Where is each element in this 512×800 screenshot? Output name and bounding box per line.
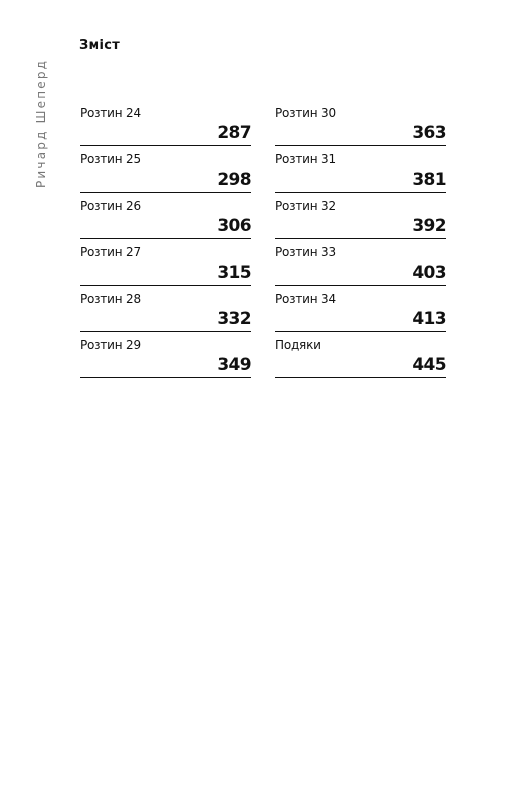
toc-entry-label: Розтин 32 [275,198,336,213]
toc-entry-label: Розтин 30 [275,106,336,120]
toc-column-left [80,100,251,378]
toc-entry-page: 445 [412,355,446,376]
toc-entry[interactable] [80,100,251,146]
toc-entry-page: 332 [217,308,251,329]
toc-entry-page: 413 [412,308,446,329]
toc-entry[interactable] [80,286,251,332]
toc-entry-page: 381 [412,169,446,190]
page-title: Зміст [79,38,121,53]
toc-entry[interactable] [80,332,251,378]
toc-entry-label: Розтин 29 [80,337,141,352]
toc-entry[interactable] [80,146,251,192]
toc-entry-page: 349 [217,355,251,376]
toc-entry-label: Розтин 27 [80,245,141,260]
toc-entry-page: 315 [217,262,251,283]
toc-entry-page: 363 [412,123,446,144]
toc-entry[interactable] [275,100,446,146]
toc-entry[interactable] [275,332,446,378]
running-head-author: Ричард Шеперд [34,58,48,188]
toc-entry-label: Розтин 26 [80,198,141,213]
toc-entry-label: Розтин 34 [275,291,336,306]
toc-entry-page: 392 [412,216,446,237]
toc-entry-label: Розтин 31 [275,152,336,167]
toc-column-right [275,100,446,378]
toc-entry-label: Розтин 28 [80,291,141,306]
toc-entry[interactable] [80,193,251,239]
toc-entry-label: Розтин 24 [80,106,141,120]
toc-entry[interactable] [275,146,446,192]
toc-entry[interactable] [275,193,446,239]
toc-entry-label: Розтин 33 [275,245,336,260]
toc-entry[interactable] [275,286,446,332]
toc-entry-page: 287 [217,123,251,144]
table-of-contents [80,100,446,378]
toc-entry-label: Подяки [275,337,321,352]
toc-entry[interactable] [275,239,446,285]
toc-entry-page: 403 [412,262,446,283]
toc-entry-page: 306 [217,216,251,237]
toc-entry[interactable] [80,239,251,285]
toc-entry-label: Розтин 25 [80,152,141,167]
toc-entry-page: 298 [217,169,251,190]
